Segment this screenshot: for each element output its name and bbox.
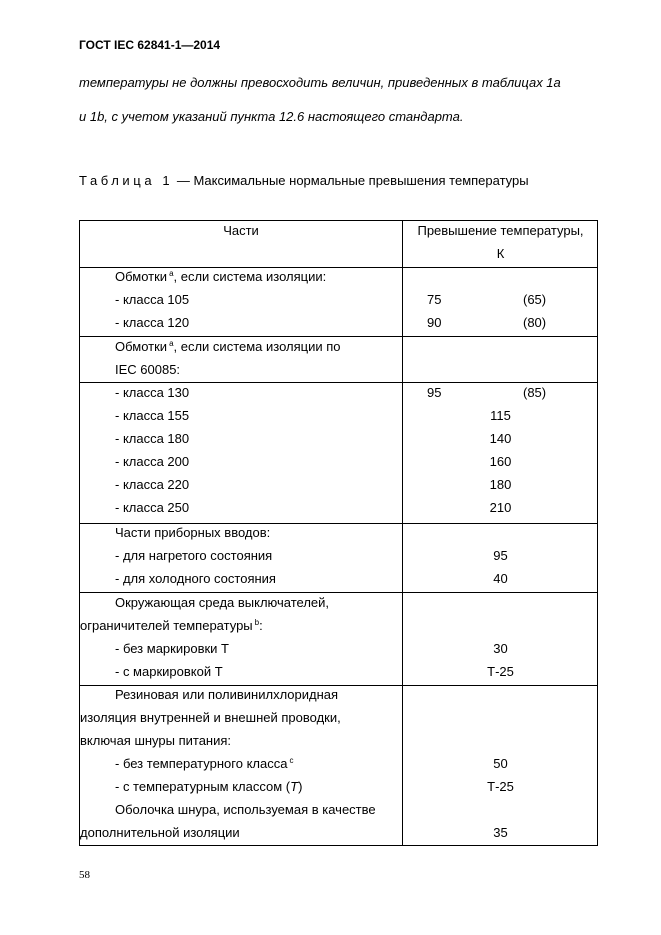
row-with-temp-class-label: - с температурным классом (T) <box>115 779 303 794</box>
row-cold-condition-label: - для холодного состояния <box>115 571 276 586</box>
row-class-180-label: - класса 180 <box>115 431 190 446</box>
row-class-120-label: - класса 120 <box>115 315 190 330</box>
row-class-130-value: 95 <box>427 385 442 400</box>
row-hot-condition-label: - для нагретого состояния <box>115 548 273 563</box>
row-class-105-value-alt: (65) <box>523 292 547 307</box>
row-divider <box>80 685 597 686</box>
group-windings-title: Обмотки $^a$, если система изоляции: <box>115 269 327 284</box>
document-header: ГОСТ IEC 62841-1—2014 <box>79 38 221 52</box>
row-cold-condition-value: 40 <box>493 571 508 586</box>
column-divider <box>402 221 403 845</box>
group-appliance-inlets-title: Части приборных вводов: <box>115 525 271 540</box>
row-without-t-marking-label: - без маркировки Т <box>115 641 229 656</box>
column-header-parts: Части <box>223 223 259 238</box>
group-switch-environment-title: Окружающая среда выключателей, <box>115 595 330 610</box>
row-class-120-value-alt: (80) <box>523 315 547 330</box>
row-divider <box>80 267 597 268</box>
group-wiring-insulation-title-line3: включая шнуры питания: <box>80 733 232 748</box>
row-divider <box>80 523 597 524</box>
row-divider <box>80 336 597 337</box>
row-class-120-value: 90 <box>427 315 442 330</box>
column-header-rise: Превышение температуры, <box>417 223 584 238</box>
row-class-130-label: - класса 130 <box>115 385 190 400</box>
row-class-105-value: 75 <box>427 292 442 307</box>
row-class-180-value: 140 <box>489 431 512 446</box>
row-class-220-value: 180 <box>489 477 512 492</box>
intro-line-2: и 1b, с учетом указаний пункта 12.6 настоящего стандарта. <box>79 109 464 124</box>
row-hot-condition-value: 95 <box>493 548 508 563</box>
row-divider <box>80 382 597 383</box>
row-without-t-marking-value: 30 <box>493 641 508 656</box>
row-class-155-value: 115 <box>490 408 511 423</box>
row-class-105-label: - класса 105 <box>115 292 190 307</box>
row-with-temp-class-value: Т-25 <box>487 779 514 794</box>
row-cord-sheath-value: 35 <box>493 825 508 840</box>
row-class-200-value: 160 <box>489 454 512 469</box>
row-with-t-marking-label: - с маркировкой Т <box>115 664 223 679</box>
table-caption-label: Таблица 1 <box>79 173 174 188</box>
group-switch-environment-title-line2: ограничителей температуры $^b$: <box>80 618 263 633</box>
row-cord-sheath-label-line2: дополнительной изоляции <box>80 825 240 840</box>
temperature-rise-table <box>79 220 598 846</box>
row-without-temp-class-value: 50 <box>493 756 508 771</box>
row-cord-sheath-label: Оболочка шнура, используемая в качестве <box>115 802 376 817</box>
row-with-t-marking-value: Т-25 <box>487 664 514 679</box>
row-class-130-value-alt: (85) <box>523 385 547 400</box>
group-wiring-insulation-title-line2: изоляция внутренней и внешней проводки, <box>80 710 341 725</box>
row-class-155-label: - класса 155 <box>115 408 190 423</box>
table-caption-text: — Максимальные нормальные превышения температуры <box>173 173 529 188</box>
group-windings-iec-title-line2: IEC 60085: <box>115 362 181 377</box>
row-class-220-label: - класса 220 <box>115 477 190 492</box>
table-caption <box>79 173 529 188</box>
row-class-200-label: - класса 200 <box>115 454 190 469</box>
page-number: 58 <box>79 869 90 881</box>
row-class-250-value: 210 <box>489 500 512 515</box>
intro-paragraph <box>79 66 599 134</box>
row-divider <box>80 592 597 593</box>
column-header-unit: К <box>496 246 505 261</box>
group-wiring-insulation-title: Резиновая или поливинилхлоридная <box>115 687 339 702</box>
group-windings-iec-title: Обмотки $^a$, если система изоляции по <box>115 339 341 354</box>
row-class-250-label: - класса 250 <box>115 500 190 515</box>
intro-line-1: температуры не должны превосходить величин, приведенных в таблицах 1а <box>79 75 561 90</box>
row-without-temp-class-label: - без температурного класса $^c$ <box>115 756 294 771</box>
